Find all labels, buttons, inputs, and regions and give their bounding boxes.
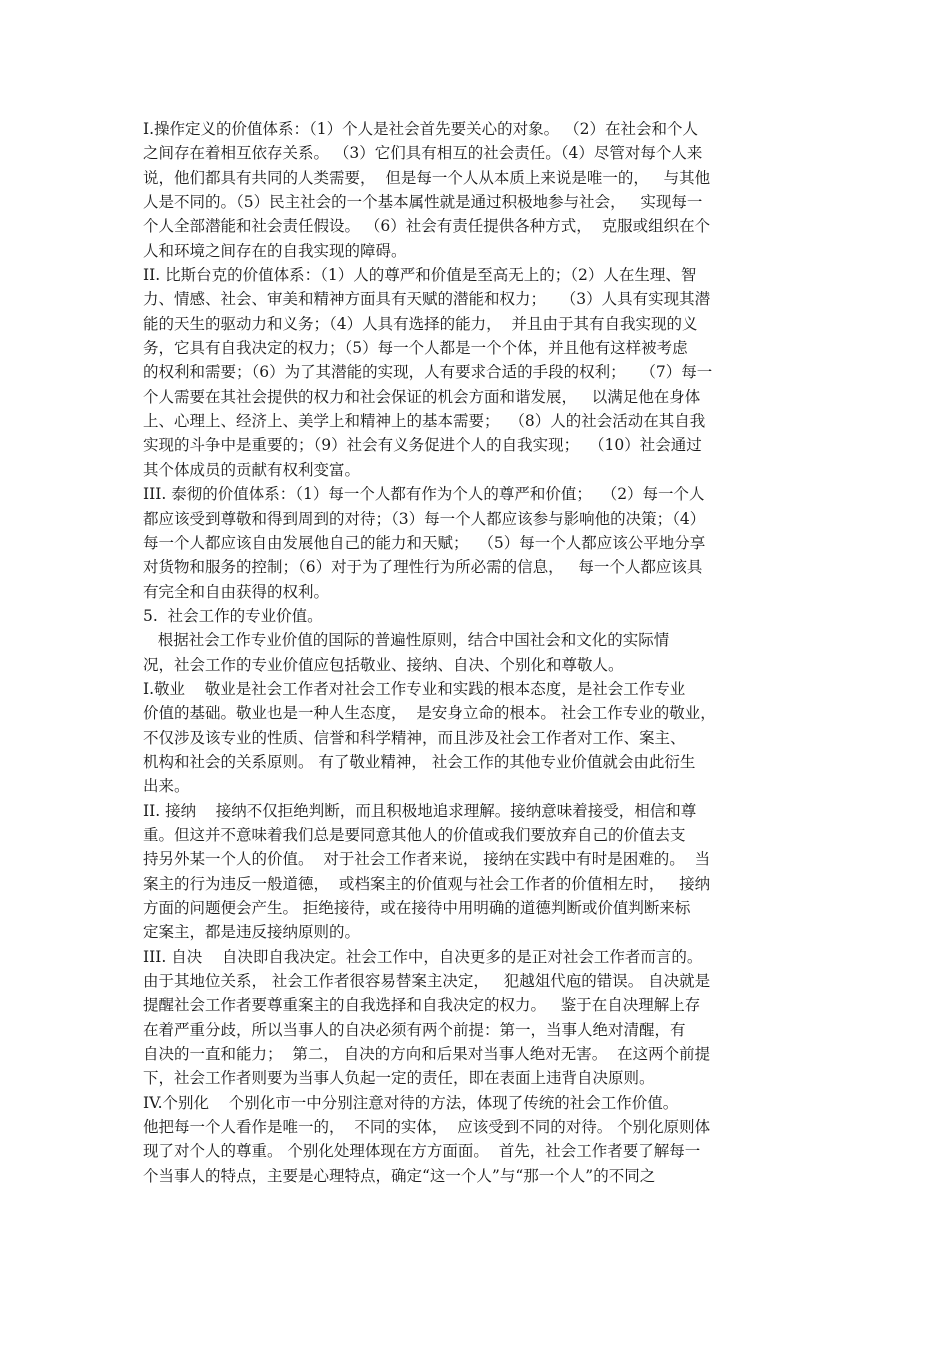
text-line: I.操作定义的价值体系：（1）个人是社会首先要关心的对象。 （2）在社会和个人: [143, 120, 698, 138]
text-line: 机构和社会的关系原则。 有了敬业精神， 社会工作的其他专业价值就会由此衍生: [143, 752, 696, 771]
text-line: 对货物和服务的控制；（6）对于为了理性行为所必需的信息， 每一个人都应该具: [143, 558, 703, 577]
text-line: 自决的一直和能力； 第二， 自决的方向和后果对当事人绝对无害。 在这两个前提: [143, 1045, 711, 1064]
text-line: 个人全部潜能和社会责任假设。 （6）社会有责任提供各种方式， 克服或组织在个: [143, 217, 711, 236]
text-line: IV.个别化 个别化市一中分别注意对待的方法，体现了传统的社会工作价值。: [143, 1093, 679, 1112]
text-line: 其个体成员的贡献有权利变富。: [143, 460, 361, 479]
text-line: 定案主，都是违反接纳原则的。: [143, 923, 361, 942]
text-line: III. 自决 自决即自我决定。社会工作中，自决更多的是正对社会工作者而言的。: [143, 947, 703, 966]
text-line: 案主的行为违反一般道德， 或档案主的价值观与社会工作者的价值相左时， 接纳: [143, 874, 711, 893]
text-line: 方面的问题便会产生。 拒绝接待，或在接待中用明确的道德判断或价值判断来标: [143, 899, 691, 917]
text-line: 有完全和自由获得的权利。: [143, 582, 330, 601]
text-line: II. 接纳 接纳不仅拒绝判断，而且积极地追求理解。接纳意味着接受，相信和尊: [143, 801, 697, 820]
text-line: 说，他们都具有共同的人类需要， 但是每一个人从本质上来说是唯一的， 与其他: [143, 168, 711, 187]
text-line: 他把每一个人看作是唯一的， 不同的实体， 应该受到不同的对待。 个别化原则体: [143, 1118, 711, 1137]
text-line: 况，社会工作的专业价值应包括敬业、接纳、自决、个别化和尊敬人。: [143, 655, 624, 674]
text-line: III. 泰彻的价值体系：（1）每一个人都有作为个人的尊严和价值； （2）每一个人: [143, 485, 705, 504]
text-line: 提醒社会工作者要尊重案主的自我选择和自我决定的权力。 鉴于在自决理解上存: [143, 996, 701, 1015]
text-line: 上、心理上、经济上、美学上和精神上的基本需要； （8）人的社会活动在其自我: [143, 412, 706, 431]
text-line: 实现的斗争中是重要的；（9）社会有义务促进个人的自我实现； （10）社会通过: [143, 436, 702, 455]
document-body-text: [143, 117, 818, 1188]
text-line: 由于其地位关系， 社会工作者很容易替案主决定， 犯越俎代庖的错误。 自决就是: [143, 972, 711, 991]
text-line: 价值的基础。敬业也是一种人生态度， 是安身立命的根本。 社会工作专业的敬业，: [143, 704, 716, 723]
text-line: 力、情感、社会、审美和精神方面具有天赋的潜能和权力； （3）人具有实现其潜: [143, 290, 711, 309]
text-line: 重。但这并不意味着我们总是要同意其他人的价值或我们要放弃自己的价值去支: [143, 825, 686, 844]
text-line: 5. 社会工作的专业价值。: [143, 606, 323, 625]
text-line: I.敬业 敬业是社会工作者对社会工作专业和实践的根本态度，是社会工作专业: [143, 679, 686, 698]
text-line: 现了对个人的尊重。 个别化处理体现在方方面面。 首先，社会工作者要了解每一: [143, 1142, 701, 1161]
text-line: II. 比斯台克的价值体系：（1）人的尊严和价值是至高无上的；（2）人在生理、智: [143, 266, 697, 285]
text-line: 根据社会工作专业价值的国际的普遍性原则，结合中国社会和文化的实际情: [143, 631, 670, 650]
text-line: 不仅涉及该专业的性质、信誉和科学精神，而且涉及社会工作者对工作、案主、: [143, 728, 686, 747]
text-line: 个人需要在其社会提供的权力和社会保证的机会方面和谐发展， 以满足他在身体: [143, 387, 701, 406]
text-line: 都应该受到尊敬和得到周到的对待；（3）每一个人都应该参与影响他的决策；（4）: [143, 509, 706, 528]
text-line: 的权利和需要；（6）为了其潜能的实现，人有要求合适的手段的权利； （7）每一: [143, 363, 713, 382]
text-line: 务，它具有自我决定的权力；（5）每一个人都是一个个体，并且他有这样被考虑: [143, 339, 688, 358]
text-line: 出来。: [143, 777, 190, 796]
text-line: 下，社会工作者则要为当事人负起一定的责任，即在表面上违背自决原则。: [143, 1069, 655, 1088]
text-line: 个当事人的特点，主要是心理特点，确定“这一个人”与“那一个人”的不同之: [143, 1166, 656, 1185]
text-line: 在着严重分歧，所以当事人的自决必须有两个前提：第一，当事人绝对清醒，有: [143, 1020, 686, 1039]
text-line: 人和环境之间存在的自我实现的障碍。: [143, 241, 407, 260]
text-line: 持另外某一个人的价值。 对于社会工作者来说， 接纳在实践中有时是困难的。 当: [143, 850, 711, 869]
text-line: 能的天生的驱动力和义务；（4）人具有选择的能力， 并且由于其有自我实现的义: [143, 314, 698, 333]
text-line: 每一个人都应该自由发展他自己的能力和天赋； （5）每一个人都应该公平地分享: [143, 533, 706, 552]
text-line: 之间存在着相互依存关系。 （3）它们具有相互的社会责任。（4）尽管对每个人来: [143, 144, 703, 163]
text-line: 人是不同的。（5）民主社会的一个基本属性就是通过积极地参与社会， 实现每一: [143, 193, 703, 212]
